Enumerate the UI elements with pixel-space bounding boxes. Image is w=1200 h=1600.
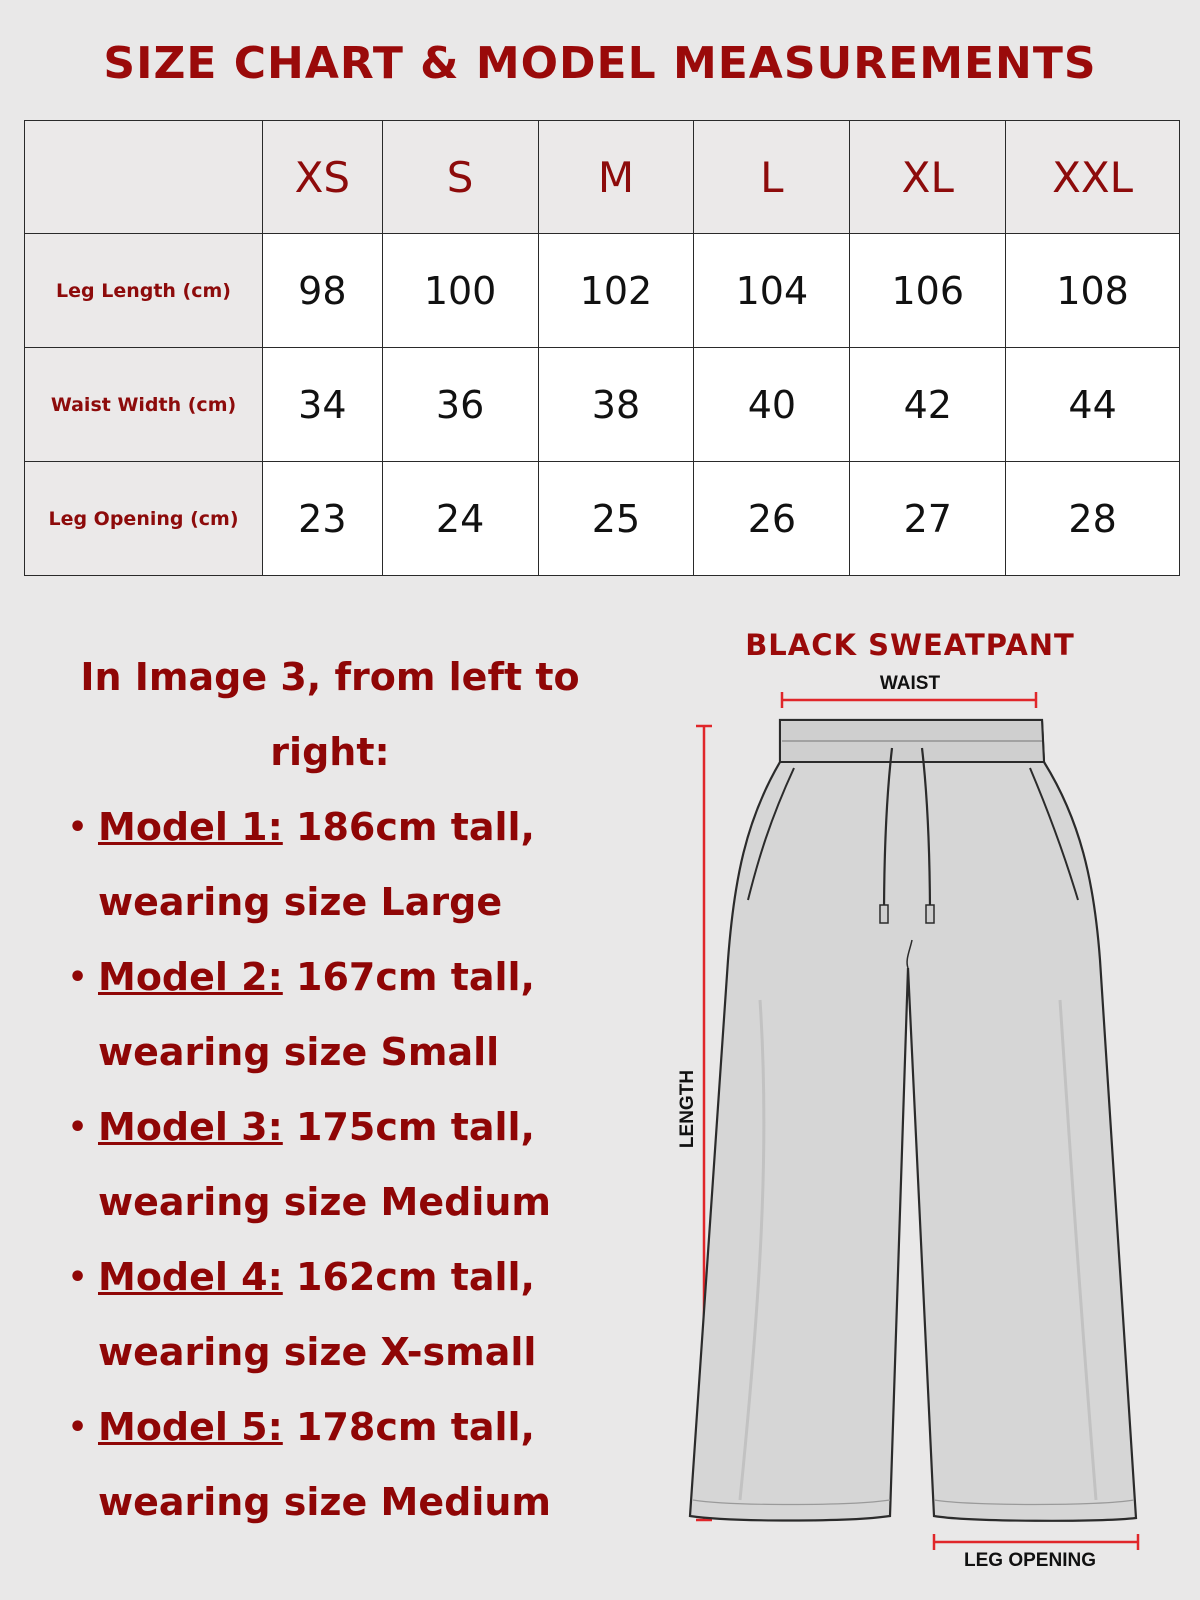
table-cell: 25 [538,462,694,576]
page-title: SIZE CHART & MODEL MEASUREMENTS [103,38,1097,89]
table-cell: 27 [850,462,1006,576]
diagram-title: BLACK SWEATPANT [745,628,1075,662]
size-header: S [382,121,538,234]
bullet-icon: • [68,1260,88,1295]
leg-opening-measure-line [934,1534,1138,1550]
size-header: XXL [1006,121,1180,234]
length-label: LENGTH [677,1069,698,1149]
table-cell: 106 [850,234,1006,348]
table-cell: 104 [694,234,850,348]
table-cell: 42 [850,348,1006,462]
models-intro: In Image 3, from left to right: [80,655,580,774]
table-cell: 40 [694,348,850,462]
row-label: Waist Width (cm) [25,348,263,462]
model-details: 167cm tall, wearing size Small [98,955,535,1074]
model-details: 186cm tall, wearing size Large [98,805,535,924]
row-label: Leg Opening (cm) [25,462,263,576]
table-cell: 36 [382,348,538,462]
bullet-icon: • [68,810,88,845]
table-cell: 44 [1006,348,1180,462]
table-cell: 23 [263,462,383,576]
model-label: Model 4: [98,1255,283,1299]
bullet-icon: • [68,960,88,995]
bullet-icon: • [68,1410,88,1445]
size-header: L [694,121,850,234]
size-header: XL [850,121,1006,234]
table-cell: 98 [263,234,383,348]
model-label: Model 2: [98,955,283,999]
table-cell: 24 [382,462,538,576]
model-label: Model 3: [98,1105,283,1149]
table-cell: 108 [1006,234,1180,348]
model-label: Model 1: [98,805,283,849]
table-cell: 100 [382,234,538,348]
model-details: 178cm tall, wearing size Medium [98,1405,551,1524]
bullet-icon: • [68,1110,88,1145]
model-details: 162cm tall, wearing size X-small [98,1255,537,1374]
model-label: Model 5: [98,1405,283,1449]
waist-label: WAIST [879,673,941,694]
table-cell: 34 [263,348,383,462]
row-label: Leg Length (cm) [25,234,263,348]
table-cell: 26 [694,462,850,576]
size-header: M [538,121,694,234]
table-cell: 28 [1006,462,1180,576]
size-header: XS [263,121,383,234]
table-cell: 102 [538,234,694,348]
table-cell: 38 [538,348,694,462]
leg-opening-label: LEG OPENING [964,1550,1096,1571]
model-details: 175cm tall, wearing size Medium [98,1105,551,1224]
